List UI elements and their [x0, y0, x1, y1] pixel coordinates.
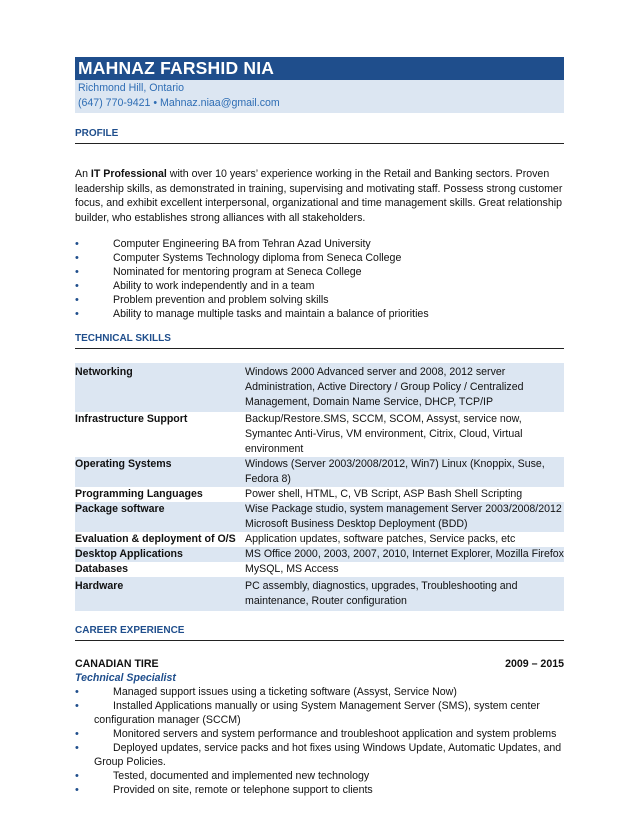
- candidate-name: MAHNAZ FARSHID NIA: [75, 57, 564, 80]
- list-item-text: Monitored servers and system performance and troubleshoot application and system problems: [113, 728, 557, 740]
- list-item: [75, 279, 564, 293]
- job-header: [75, 657, 564, 671]
- skill-value: MySQL, MS Access: [245, 563, 339, 575]
- skill-label: Package software: [75, 502, 245, 532]
- bullet-icon: •: [75, 770, 79, 782]
- skill-label: Infrastructure Support: [75, 413, 188, 425]
- profile-intro-prefix: An: [75, 168, 91, 180]
- bullet-icon: •: [75, 280, 79, 292]
- list-item-text: Nominated for mentoring program at Seneca College: [113, 266, 362, 278]
- skill-value: Windows 2000 Advanced server and 2008, 2012 server Administration, Active Directory / Group Policy / Centralized Management, Domain Name Service, DHCP, TCP/IP: [245, 363, 564, 412]
- table-row: [75, 532, 564, 547]
- table-row: [75, 487, 564, 502]
- list-item: [75, 741, 564, 769]
- table-row: [75, 577, 564, 611]
- skill-label: Networking: [75, 363, 245, 412]
- skill-value: PC assembly, diagnostics, upgrades, Troubleshooting and maintenance, Router configuration: [245, 577, 564, 611]
- skill-value: Application updates, software patches, Service packs, etc: [245, 533, 516, 545]
- location-text: Richmond Hill, Ontario: [78, 82, 184, 94]
- phone-email-text: (647) 770-9421 • Mahnaz.niaa@gmail.com: [78, 97, 280, 109]
- profile-intro-rest: with over 10 years’ experience working in the Retail and Banking sectors. Proven leadership skills, as demonstrated in training, supervising and motivating staff. Possess strong customer focus, and exhibit excellent interpersonal, organizational and time management skills. Great relationship builder, who establishes strong alliances with all stakeholders.: [75, 168, 563, 224]
- resume-page: [75, 57, 564, 797]
- list-item-text: Installed Applications manually or using System Management Server (SMS), system center configuration manager (SCCM): [94, 700, 540, 726]
- list-item-text: Problem prevention and problem solving skills: [113, 294, 329, 306]
- list-item-text: Tested, documented and implemented new technology: [113, 770, 370, 782]
- bullet-icon: •: [75, 308, 79, 320]
- company-name: CANADIAN TIRE: [75, 658, 159, 670]
- list-item: [75, 783, 564, 797]
- table-row: [75, 502, 564, 532]
- profile-summary: [75, 167, 564, 225]
- list-item-text: Computer Systems Technology diploma from Seneca College: [113, 252, 402, 264]
- bullet-icon: •: [75, 252, 79, 264]
- contact-block: [75, 80, 564, 113]
- skill-value: MS Office 2000, 2003, 2007, 2010, Internet Explorer, Mozilla Firefox: [245, 548, 564, 560]
- list-item: [75, 727, 564, 741]
- skill-label: Evaluation & deployment of O/S: [75, 533, 236, 545]
- technical-skills-heading: TECHNICAL SKILLS: [75, 332, 564, 349]
- list-item: [75, 251, 564, 265]
- list-item: [75, 699, 564, 727]
- skill-value: Power shell, HTML, C, VB Script, ASP Bash Shell Scripting: [245, 488, 523, 500]
- skill-label: Desktop Applications: [75, 547, 245, 562]
- career-experience-heading: CAREER EXPERIENCE: [75, 624, 564, 641]
- table-row: [75, 363, 564, 412]
- bullet-icon: •: [75, 238, 79, 250]
- job-dates: 2009 – 2015: [505, 658, 564, 670]
- job-bullet-list: [75, 685, 564, 797]
- list-item-text: Deployed updates, service packs and hot fixes using Windows Update, Automatic Updates, and Group Policies.: [94, 742, 562, 768]
- skill-value: Backup/Restore.SMS, SCCM, SCOM, Assyst, service now, Symantec Anti-Virus, VM environment, Citrix, Cloud, Virtual environment: [245, 413, 523, 455]
- skill-label: Programming Languages: [75, 488, 203, 500]
- profile-heading: PROFILE: [75, 127, 564, 144]
- skills-table: [75, 363, 564, 611]
- table-row: [75, 547, 564, 562]
- bullet-icon: •: [75, 742, 79, 754]
- list-item: [75, 307, 564, 321]
- bullet-icon: •: [75, 784, 79, 796]
- list-item-text: Ability to manage multiple tasks and maintain a balance of priorities: [113, 308, 429, 320]
- list-item: [75, 769, 564, 783]
- bullet-icon: •: [75, 266, 79, 278]
- list-item-text: Provided on site, remote or telephone support to clients: [113, 784, 373, 796]
- skill-value: Windows (Server 2003/2008/2012, Win7) Linux (Knoppix, Suse, Fedora 8): [245, 457, 564, 487]
- skill-label: Hardware: [75, 577, 245, 611]
- job-title: Technical Specialist: [75, 672, 176, 684]
- list-item-text: Managed support issues using a ticketing software (Assyst, Service Now): [113, 686, 457, 698]
- bullet-icon: •: [75, 728, 79, 740]
- list-item: [75, 293, 564, 307]
- list-item-text: Computer Engineering BA from Tehran Azad University: [113, 238, 371, 250]
- profile-intro-bold: IT Professional: [90, 168, 167, 180]
- bullet-icon: •: [75, 700, 79, 712]
- list-item: [75, 265, 564, 279]
- list-item-text: Ability to work independently and in a team: [113, 280, 315, 292]
- skill-label: Databases: [75, 563, 128, 575]
- table-row: [75, 412, 564, 457]
- table-row: [75, 457, 564, 487]
- bullet-icon: •: [75, 686, 79, 698]
- table-row: [75, 562, 564, 577]
- list-item: [75, 685, 564, 699]
- skill-label: Operating Systems: [75, 457, 245, 487]
- bullet-icon: •: [75, 294, 79, 306]
- skill-value: Wise Package studio, system management Server 2003/2008/2012 Microsoft Business Desktop Deployment (BDD): [245, 502, 564, 532]
- profile-bullet-list: [75, 237, 564, 321]
- list-item: [75, 237, 564, 251]
